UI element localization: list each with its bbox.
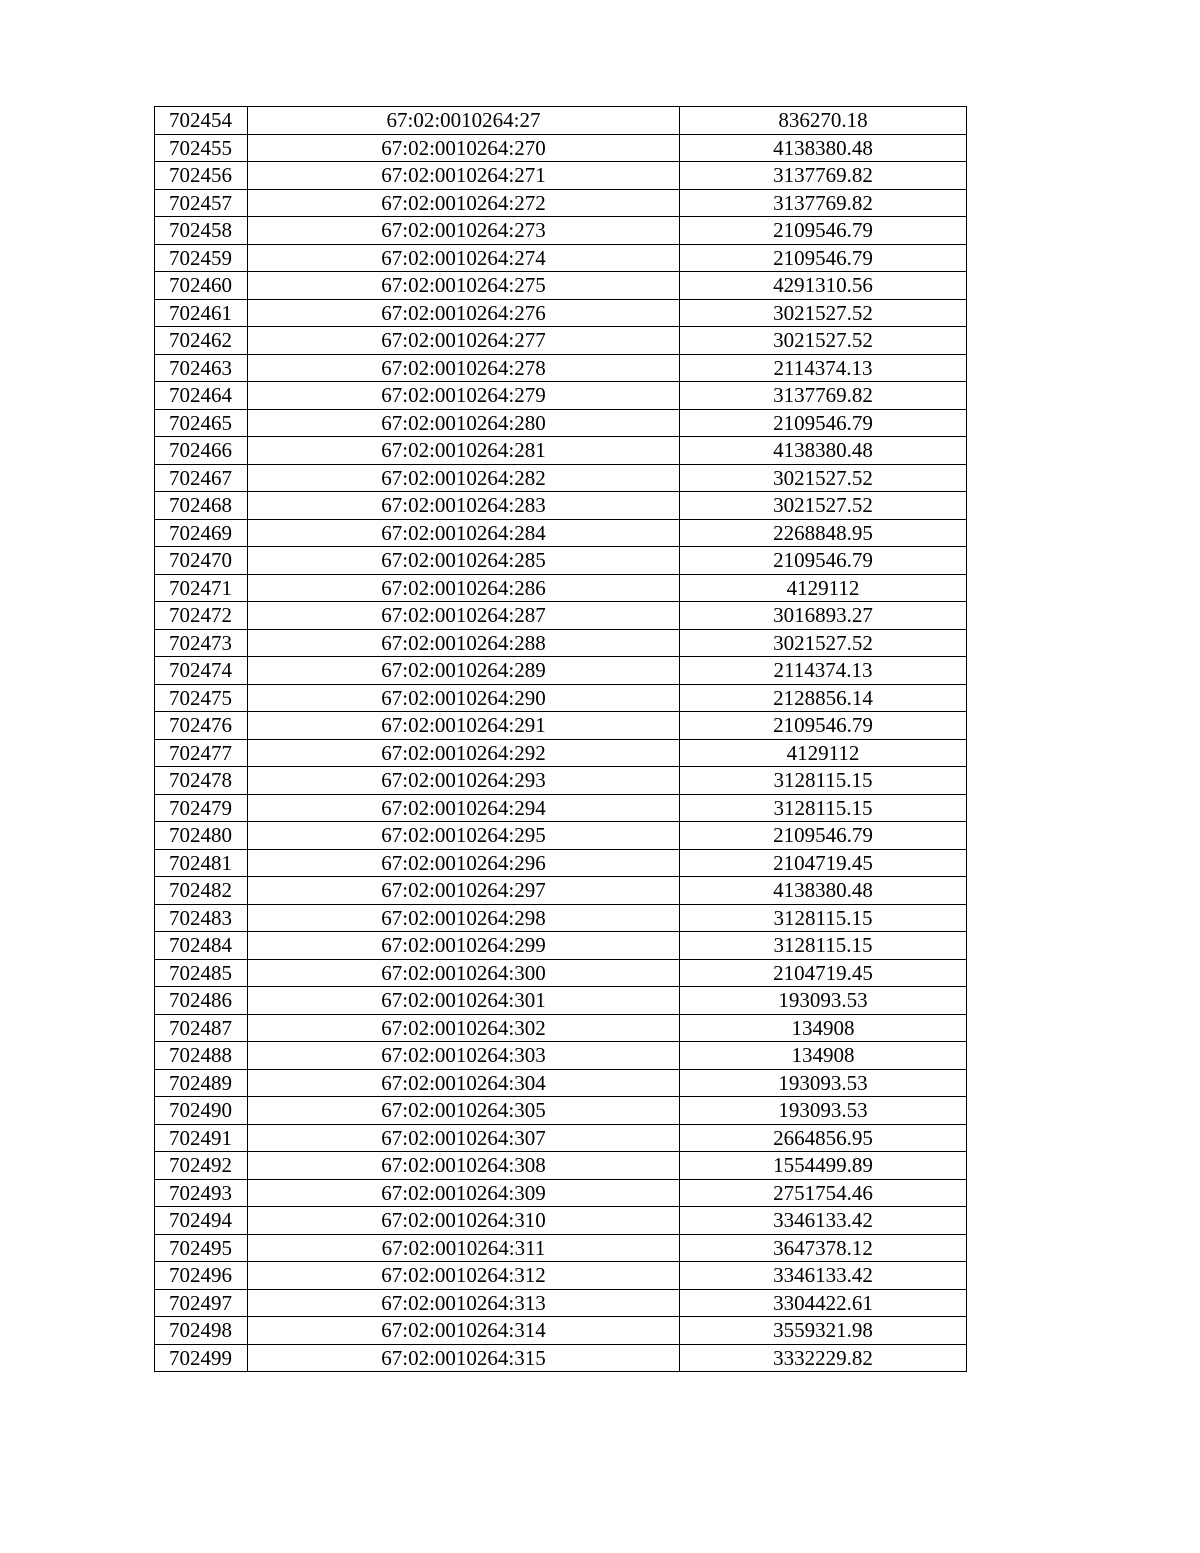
row-number-cell: 702456: [155, 162, 248, 190]
cadastral-number-cell: 67:02:0010264:300: [248, 959, 680, 987]
row-number-cell: 702457: [155, 189, 248, 217]
cadastral-value-cell: 3346133.42: [680, 1262, 967, 1290]
cadastral-value-cell: 3021527.52: [680, 327, 967, 355]
row-number-cell: 702463: [155, 354, 248, 382]
table-row: [155, 657, 967, 685]
row-number-cell: 702498: [155, 1317, 248, 1345]
row-number-cell: 702458: [155, 217, 248, 245]
row-number-cell: 702465: [155, 409, 248, 437]
table-row: [155, 272, 967, 300]
cadastral-number-cell: 67:02:0010264:286: [248, 574, 680, 602]
row-number-cell: 702467: [155, 464, 248, 492]
cadastral-number-cell: 67:02:0010264:292: [248, 739, 680, 767]
row-number-cell: 702495: [155, 1234, 248, 1262]
table-row: [155, 1344, 967, 1372]
row-number-cell: 702464: [155, 382, 248, 410]
cadastral-number-cell: 67:02:0010264:309: [248, 1179, 680, 1207]
row-number-cell: 702482: [155, 877, 248, 905]
table-row: [155, 712, 967, 740]
row-number-cell: 702479: [155, 794, 248, 822]
row-number-cell: 702481: [155, 849, 248, 877]
cadastral-value-cell: 836270.18: [680, 107, 967, 135]
cadastral-number-cell: 67:02:0010264:293: [248, 767, 680, 795]
row-number-cell: 702488: [155, 1042, 248, 1070]
table-row: [155, 492, 967, 520]
cadastral-number-cell: 67:02:0010264:271: [248, 162, 680, 190]
row-number-cell: 702480: [155, 822, 248, 850]
cadastral-value-cell: 2109546.79: [680, 409, 967, 437]
cadastral-number-cell: 67:02:0010264:295: [248, 822, 680, 850]
table-row: [155, 877, 967, 905]
row-number-cell: 702470: [155, 547, 248, 575]
table-row: [155, 162, 967, 190]
cadastral-value-cell: 2109546.79: [680, 244, 967, 272]
table-row: [155, 739, 967, 767]
table-row: [155, 1317, 967, 1345]
row-number-cell: 702466: [155, 437, 248, 465]
table-row: [155, 354, 967, 382]
row-number-cell: 702459: [155, 244, 248, 272]
table-row: [155, 327, 967, 355]
row-number-cell: 702487: [155, 1014, 248, 1042]
cadastral-value-cell: 2128856.14: [680, 684, 967, 712]
cadastral-number-cell: 67:02:0010264:277: [248, 327, 680, 355]
table-row: [155, 1179, 967, 1207]
row-number-cell: 702454: [155, 107, 248, 135]
cadastral-number-cell: 67:02:0010264:314: [248, 1317, 680, 1345]
cadastral-value-cell: 134908: [680, 1042, 967, 1070]
row-number-cell: 702499: [155, 1344, 248, 1372]
row-number-cell: 702455: [155, 134, 248, 162]
cadastral-number-cell: 67:02:0010264:310: [248, 1207, 680, 1235]
table-body: [155, 107, 967, 1372]
cadastral-value-cell: 3304422.61: [680, 1289, 967, 1317]
row-number-cell: 702484: [155, 932, 248, 960]
row-number-cell: 702494: [155, 1207, 248, 1235]
table-row: [155, 519, 967, 547]
row-number-cell: 702477: [155, 739, 248, 767]
cadastral-value-cell: 3021527.52: [680, 464, 967, 492]
row-number-cell: 702486: [155, 987, 248, 1015]
cadastral-value-cell: 4138380.48: [680, 134, 967, 162]
row-number-cell: 702474: [155, 657, 248, 685]
cadastral-number-cell: 67:02:0010264:301: [248, 987, 680, 1015]
row-number-cell: 702493: [155, 1179, 248, 1207]
table-row: [155, 849, 967, 877]
cadastral-number-cell: 67:02:0010264:279: [248, 382, 680, 410]
table-row: [155, 547, 967, 575]
cadastral-number-cell: 67:02:0010264:291: [248, 712, 680, 740]
cadastral-number-cell: 67:02:0010264:272: [248, 189, 680, 217]
table-row: [155, 189, 967, 217]
cadastral-number-cell: 67:02:0010264:302: [248, 1014, 680, 1042]
table-row: [155, 684, 967, 712]
table-row: [155, 299, 967, 327]
table-row: [155, 1152, 967, 1180]
table-row: [155, 1042, 967, 1070]
cadastral-number-cell: 67:02:0010264:282: [248, 464, 680, 492]
cadastral-value-cell: 2109546.79: [680, 547, 967, 575]
row-number-cell: 702468: [155, 492, 248, 520]
cadastral-number-cell: 67:02:0010264:307: [248, 1124, 680, 1152]
cadastral-number-cell: 67:02:0010264:298: [248, 904, 680, 932]
row-number-cell: 702461: [155, 299, 248, 327]
row-number-cell: 702460: [155, 272, 248, 300]
cadastral-value-cell: 2751754.46: [680, 1179, 967, 1207]
cadastral-value-cell: 193093.53: [680, 987, 967, 1015]
cadastral-number-cell: 67:02:0010264:304: [248, 1069, 680, 1097]
cadastral-number-cell: 67:02:0010264:294: [248, 794, 680, 822]
row-number-cell: 702483: [155, 904, 248, 932]
cadastral-value-cell: 3016893.27: [680, 602, 967, 630]
cadastral-value-cell: 3137769.82: [680, 189, 967, 217]
cadastral-value-cell: 3021527.52: [680, 492, 967, 520]
cadastral-value-cell: 193093.53: [680, 1097, 967, 1125]
cadastral-number-cell: 67:02:0010264:287: [248, 602, 680, 630]
cadastral-value-cell: 3021527.52: [680, 299, 967, 327]
table-row: [155, 244, 967, 272]
cadastral-number-cell: 67:02:0010264:284: [248, 519, 680, 547]
table-row: [155, 437, 967, 465]
cadastral-value-cell: 4291310.56: [680, 272, 967, 300]
table-row: [155, 1262, 967, 1290]
cadastral-number-cell: 67:02:0010264:275: [248, 272, 680, 300]
cadastral-number-cell: 67:02:0010264:280: [248, 409, 680, 437]
table-row: [155, 1207, 967, 1235]
cadastral-number-cell: 67:02:0010264:288: [248, 629, 680, 657]
cadastral-value-cell: 2104719.45: [680, 849, 967, 877]
cadastral-value-cell: 2664856.95: [680, 1124, 967, 1152]
row-number-cell: 702462: [155, 327, 248, 355]
row-number-cell: 702485: [155, 959, 248, 987]
row-number-cell: 702496: [155, 1262, 248, 1290]
cadastral-number-cell: 67:02:0010264:27: [248, 107, 680, 135]
cadastral-number-cell: 67:02:0010264:270: [248, 134, 680, 162]
table-row: [155, 1124, 967, 1152]
cadastral-number-cell: 67:02:0010264:289: [248, 657, 680, 685]
cadastral-value-table: [154, 106, 967, 1372]
row-number-cell: 702471: [155, 574, 248, 602]
row-number-cell: 702490: [155, 1097, 248, 1125]
cadastral-number-cell: 67:02:0010264:299: [248, 932, 680, 960]
cadastral-value-cell: 4129112: [680, 739, 967, 767]
cadastral-value-cell: 3128115.15: [680, 904, 967, 932]
cadastral-number-cell: 67:02:0010264:290: [248, 684, 680, 712]
table-row: [155, 1097, 967, 1125]
cadastral-value-cell: 3021527.52: [680, 629, 967, 657]
row-number-cell: 702489: [155, 1069, 248, 1097]
cadastral-value-cell: 4129112: [680, 574, 967, 602]
cadastral-value-cell: 4138380.48: [680, 437, 967, 465]
cadastral-value-cell: 2104719.45: [680, 959, 967, 987]
row-number-cell: 702469: [155, 519, 248, 547]
cadastral-value-cell: 3128115.15: [680, 794, 967, 822]
cadastral-value-cell: 3128115.15: [680, 767, 967, 795]
cadastral-number-cell: 67:02:0010264:283: [248, 492, 680, 520]
cadastral-value-cell: 3137769.82: [680, 382, 967, 410]
table-row: [155, 767, 967, 795]
table-row: [155, 1069, 967, 1097]
table-row: [155, 987, 967, 1015]
table-row: [155, 1014, 967, 1042]
cadastral-value-cell: 3332229.82: [680, 1344, 967, 1372]
row-number-cell: 702473: [155, 629, 248, 657]
table-row: [155, 107, 967, 135]
table-row: [155, 1234, 967, 1262]
cadastral-value-cell: 3128115.15: [680, 932, 967, 960]
cadastral-value-cell: 193093.53: [680, 1069, 967, 1097]
row-number-cell: 702492: [155, 1152, 248, 1180]
row-number-cell: 702478: [155, 767, 248, 795]
table-row: [155, 574, 967, 602]
row-number-cell: 702497: [155, 1289, 248, 1317]
cadastral-number-cell: 67:02:0010264:278: [248, 354, 680, 382]
cadastral-value-cell: 3559321.98: [680, 1317, 967, 1345]
cadastral-value-cell: 134908: [680, 1014, 967, 1042]
table-row: [155, 629, 967, 657]
cadastral-value-cell: 2114374.13: [680, 657, 967, 685]
table-row: [155, 409, 967, 437]
cadastral-number-cell: 67:02:0010264:311: [248, 1234, 680, 1262]
cadastral-number-cell: 67:02:0010264:285: [248, 547, 680, 575]
cadastral-number-cell: 67:02:0010264:296: [248, 849, 680, 877]
cadastral-number-cell: 67:02:0010264:313: [248, 1289, 680, 1317]
row-number-cell: 702476: [155, 712, 248, 740]
cadastral-number-cell: 67:02:0010264:281: [248, 437, 680, 465]
row-number-cell: 702475: [155, 684, 248, 712]
cadastral-value-cell: 2109546.79: [680, 822, 967, 850]
cadastral-number-cell: 67:02:0010264:303: [248, 1042, 680, 1070]
cadastral-value-cell: 3137769.82: [680, 162, 967, 190]
table-row: [155, 134, 967, 162]
cadastral-number-cell: 67:02:0010264:312: [248, 1262, 680, 1290]
cadastral-value-cell: 3346133.42: [680, 1207, 967, 1235]
cadastral-value-cell: 1554499.89: [680, 1152, 967, 1180]
cadastral-value-cell: 2268848.95: [680, 519, 967, 547]
table-row: [155, 959, 967, 987]
row-number-cell: 702472: [155, 602, 248, 630]
row-number-cell: 702491: [155, 1124, 248, 1152]
cadastral-value-cell: 4138380.48: [680, 877, 967, 905]
table-row: [155, 822, 967, 850]
cadastral-value-cell: 2109546.79: [680, 217, 967, 245]
cadastral-number-cell: 67:02:0010264:274: [248, 244, 680, 272]
cadastral-number-cell: 67:02:0010264:315: [248, 1344, 680, 1372]
table-row: [155, 217, 967, 245]
cadastral-number-cell: 67:02:0010264:276: [248, 299, 680, 327]
cadastral-number-cell: 67:02:0010264:297: [248, 877, 680, 905]
table-row: [155, 382, 967, 410]
table-row: [155, 932, 967, 960]
cadastral-number-cell: 67:02:0010264:273: [248, 217, 680, 245]
table-row: [155, 1289, 967, 1317]
table-row: [155, 904, 967, 932]
cadastral-number-cell: 67:02:0010264:305: [248, 1097, 680, 1125]
cadastral-value-cell: 2109546.79: [680, 712, 967, 740]
cadastral-value-cell: 2114374.13: [680, 354, 967, 382]
table-row: [155, 794, 967, 822]
table-row: [155, 464, 967, 492]
cadastral-value-cell: 3647378.12: [680, 1234, 967, 1262]
cadastral-number-cell: 67:02:0010264:308: [248, 1152, 680, 1180]
table-row: [155, 602, 967, 630]
